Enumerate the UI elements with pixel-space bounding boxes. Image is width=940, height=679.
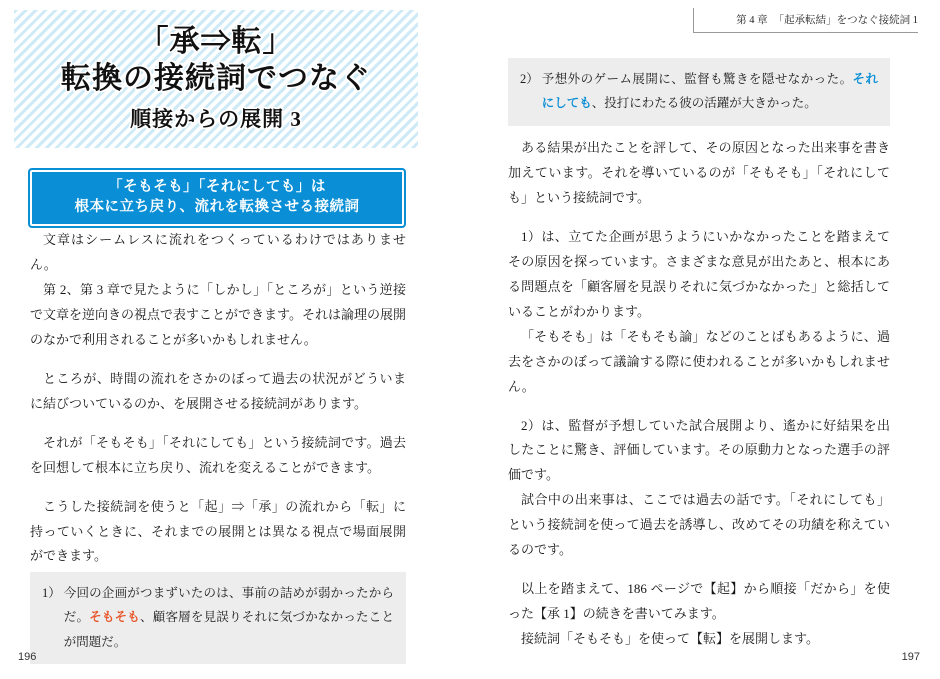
page-number-left: 196: [18, 651, 37, 663]
example-text: [542, 67, 878, 116]
example-text: [64, 581, 394, 654]
right-page: [470, 0, 940, 679]
example-row: [520, 67, 878, 116]
header-chapter-title: 「起承転結」をつなぐ接続詞 1: [773, 15, 918, 26]
example-box-1: [30, 572, 406, 664]
paragraph: こうした接続詞を使うと「起」⇒「承」の流れから「転」に持っていくときに、それまでの展開とは異なる視点で場面展開ができます。: [30, 498, 406, 564]
header-chapter-number: 第 4 章: [736, 15, 768, 26]
example-text-before: 予想外のゲーム展開に、監督も驚きを隠せなかった。: [541, 72, 853, 86]
key-point-banner: [28, 168, 406, 228]
paragraph: それが「そもそも」「それにしても」という接続詞です。過去を回想して根本に立ち戻り、流れを変えることができます。: [30, 434, 406, 475]
banner-line-2: 根本に立ち戻り、流れを転換させる接続詞: [74, 199, 360, 216]
paragraph: ある結果が出たことを評して、その原因となった出来事を書き加えています。それを導いているのが「そもそも」「それにしても」という接続詞です。: [508, 140, 890, 205]
paragraph: 以上を踏まえて、186 ページで【起】から順接「だから」を使った【承 1】の続きを書いてみます。: [508, 581, 890, 622]
paragraph: 文章はシームレスに流れをつくっているわけではありません。: [30, 232, 406, 272]
example-highlight: そもそも: [89, 610, 141, 625]
paragraph: 2）は、監督が予想していた試合展開より、遙かに好結果を出したことに驚き、評価しています。その原動力となった選手の評価です。: [508, 417, 890, 483]
example-text-after: 、顧客層を見誤りそれに気づかなかったことが問題だ。: [63, 610, 394, 649]
paragraph: 試合中の出来事は、ここでは過去の話です。「それにしても」という接続詞を使って過去を誘導し、改めてその功績を称えているのです。: [508, 492, 890, 558]
paragraph: 1）は、立てた企画が思うようにいかなかったことを踏まえてその原因を探っています。さまざまな意見が出たあと、根本にある問題点を「顧客層を見誤りそれに気づかなかった」と総括していることがわかります。: [508, 228, 890, 319]
chapter-hero-inner: [14, 10, 418, 148]
paragraph: 接続詞「そもそも」を使って【転】を展開します。: [521, 631, 819, 647]
right-body-text: [508, 136, 890, 666]
hero-line-3: 順接からの展開 3: [130, 107, 302, 132]
running-header: [736, 12, 918, 27]
example-highlight: それにしても: [541, 72, 878, 111]
paragraph: 第 2、第 3 章で見たように「しかし」「ところが」という逆接で文章を逆向きの視点で表すことができます。それは論理の展開のなかで利用されることが多いかもしれません。: [30, 281, 406, 347]
hero-line-2: 転換の接続詞でつなぐ: [61, 62, 371, 96]
example-box-2: [508, 58, 890, 126]
page-number-right: 197: [901, 651, 920, 663]
example-text-after: 、投打にわたる彼の活躍が大きかった。: [591, 96, 817, 111]
example-number: 2）: [520, 72, 539, 86]
header-divider-horizontal: [694, 32, 918, 33]
paragraph: ところが、時間の流れをさかのぼって過去の状況がどういまに結びついているのか、を展開させる接続詞があります。: [30, 370, 406, 411]
chapter-hero-title: [14, 10, 418, 148]
example-text-before: 今回の企画がつまずいたのは、事前の詰めが弱かったからだ。: [63, 586, 394, 625]
banner-line-1: 「そもそも」「それにしても」は: [108, 179, 326, 195]
example-row: [42, 581, 394, 654]
paragraph: 「そもそも」は「そもそも論」などのことばもあるように、過去をさかのぼって議論する際に使われることが多いかもしれません。: [508, 328, 890, 394]
hero-line-1: 「承⇒転」: [138, 24, 294, 58]
example-number: 1）: [42, 586, 61, 600]
header-divider-vertical: [693, 8, 694, 33]
